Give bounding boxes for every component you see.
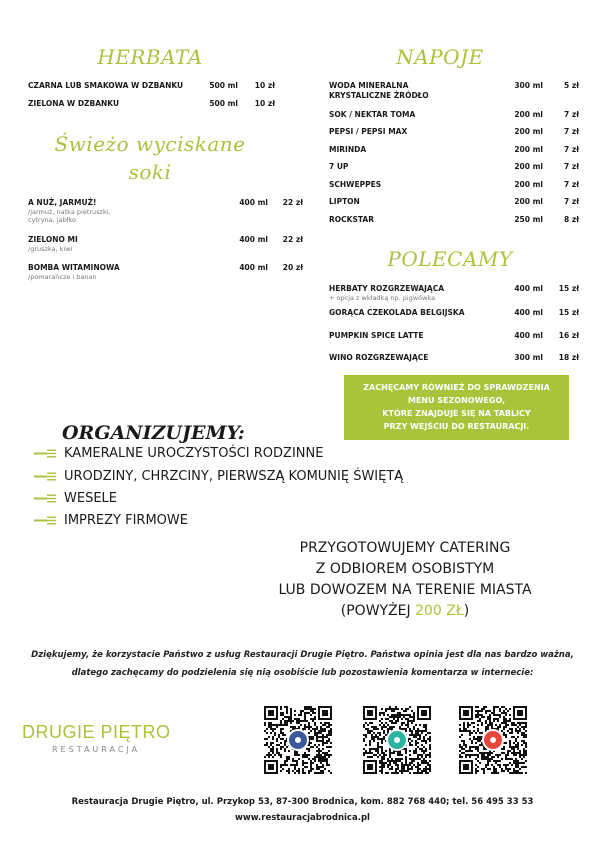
soki-title xyxy=(50,130,250,186)
item-name: WODA MINERALNA xyxy=(329,81,409,90)
event-label: KAMERALNE UROCZYSTOŚCI RODZINNE xyxy=(64,446,324,461)
catering-line xyxy=(240,601,570,622)
item-name: MIRINDA xyxy=(329,145,367,154)
item-name: A NUŻ, JARMUŻ! xyxy=(28,198,97,207)
item-price: 7 zł xyxy=(564,180,579,189)
event-label: URODZINY, CHRZCINY, PIERWSZĄ KOMUNIĘ ŚWIĘTĄ xyxy=(64,469,404,484)
fork-icon xyxy=(34,449,56,458)
tripadvisor-icon-glyph xyxy=(394,737,400,743)
item-price: 7 zł xyxy=(564,127,579,136)
catering-amount: 200 ZŁ xyxy=(415,603,464,619)
item-name: LIPTON xyxy=(329,197,360,206)
event-item xyxy=(34,469,403,484)
soki-title-line1: Świeżo wyciskane xyxy=(54,132,246,156)
catering-suffix: ) xyxy=(463,603,470,619)
item-name-block xyxy=(329,81,429,101)
fork-icon xyxy=(34,472,56,481)
footer-address: Restauracja Drugie Piętro, ul. Przykop 53, 87-300 Brodnica, kom. 882 768 440; tel. 56 495 33 53 xyxy=(71,797,534,807)
item-price: 7 zł xyxy=(564,145,579,154)
catering-line: LUB DOWOZEM NA TERENIE MIASTA xyxy=(278,582,532,598)
item-desc: /jarmuż, natka pietruszki, xyxy=(28,208,111,216)
seasonal-menu-notice xyxy=(344,375,569,440)
thanks-line: Dziękujemy, że korzystacie Państwo z usług Restauracji Drugie Piętro. Państwa opinia jest dla nas bardzo ważna, xyxy=(31,650,574,660)
item-price: 10 zł xyxy=(254,99,275,108)
item-volume: 500 ml xyxy=(209,99,238,108)
item-volume: 200 ml xyxy=(514,162,543,171)
item-price: 16 zł xyxy=(558,331,579,340)
item-volume: 400 ml xyxy=(239,235,268,244)
item-name-block xyxy=(28,198,111,224)
item-name-block xyxy=(329,284,444,302)
item-volume: 200 ml xyxy=(514,197,543,206)
item-name: PUMPKIN SPICE LATTE xyxy=(329,331,424,340)
item-price: 7 zł xyxy=(564,197,579,206)
event-item xyxy=(34,513,188,528)
map-pin-icon-glyph xyxy=(490,737,496,743)
item-price: 15 zł xyxy=(558,308,579,317)
catering-prefix: (POWYŻEJ xyxy=(340,603,416,619)
item-name: SCHWEPPES xyxy=(329,180,382,189)
qr-code-tripadvisor[interactable] xyxy=(363,706,431,774)
catering-info xyxy=(240,538,570,622)
item-price: 22 zł xyxy=(282,198,303,207)
item-volume: 400 ml xyxy=(514,331,543,340)
item-price: 15 zł xyxy=(558,284,579,293)
restaurant-logo xyxy=(22,722,172,754)
item-volume: 400 ml xyxy=(514,308,543,317)
thanks-message xyxy=(10,646,595,682)
notice-line: KTÓRE ZNAJDUJE SIĘ NA TABLICY xyxy=(382,409,531,418)
item-name: WINO ROZGRZEWAJĄCE xyxy=(329,353,429,362)
item-name: HERBATY ROZGRZEWAJĄCA xyxy=(329,284,444,293)
item-volume: 200 ml xyxy=(514,110,543,119)
item-name: ZIELONO MI xyxy=(28,235,78,244)
item-name: CZARNA LUB SMAKOWA W DZBANKU xyxy=(28,81,184,90)
item-price: 8 zł xyxy=(564,215,579,224)
soki-title-line2: soki xyxy=(128,160,172,184)
item-price: 7 zł xyxy=(564,162,579,171)
catering-line: PRZYGOTOWUJEMY CATERING xyxy=(299,540,511,556)
napoje-title: NAPOJE xyxy=(396,45,484,69)
item-price: 20 zł xyxy=(282,263,303,272)
herbata-title: HERBATA xyxy=(97,45,203,69)
item-volume: 400 ml xyxy=(514,284,543,293)
qr-code-map[interactable] xyxy=(459,706,527,774)
qr-code-facebook[interactable] xyxy=(264,706,332,774)
item-volume: 400 ml xyxy=(239,198,268,207)
item-price: 22 zł xyxy=(282,235,303,244)
organizujemy-title: ORGANIZUJEMY: xyxy=(62,422,245,444)
item-desc: /pomarańcze i banan xyxy=(28,273,97,281)
item-volume: 300 ml xyxy=(514,81,543,90)
item-volume: 200 ml xyxy=(514,180,543,189)
facebook-icon-glyph xyxy=(295,737,301,743)
item-name-block xyxy=(28,263,120,281)
item-name: SOK / NEKTAR TOMA xyxy=(329,110,416,119)
fork-icon xyxy=(34,516,56,525)
item-name: GORĄCA CZEKOLADA BELGIJSKA xyxy=(329,308,465,317)
item-volume: 500 ml xyxy=(209,81,238,90)
fork-icon xyxy=(34,494,56,503)
item-desc: /gruszka, kiwi xyxy=(28,245,73,253)
item-name: ZIELONA W DZBANKU xyxy=(28,99,120,108)
item-volume: 200 ml xyxy=(514,145,543,154)
item-volume: 200 ml xyxy=(514,127,543,136)
catering-line: Z ODBIOREM OSOBISTYM xyxy=(315,561,495,577)
item-name: BOMBA WITAMINOWA xyxy=(28,263,120,272)
item-desc: cytryna, jabłko xyxy=(28,216,76,224)
item-price: 5 zł xyxy=(564,81,579,90)
logo-sub: RESTAURACJA xyxy=(52,745,141,754)
notice-line: ZACHĘCAMY RÓWNIEŻ DO SPRAWDZENIA xyxy=(363,383,550,392)
item-volume: 400 ml xyxy=(239,263,268,272)
item-desc: + opcja z wkładką np. pigwówka xyxy=(329,294,436,302)
item-name: ROCKSTAR xyxy=(329,215,374,224)
item-price: 7 zł xyxy=(564,110,579,119)
event-item xyxy=(34,491,117,506)
item-volume: 250 ml xyxy=(514,215,543,224)
event-label: WESELE xyxy=(64,491,117,506)
item-price: 10 zł xyxy=(254,81,275,90)
event-item xyxy=(34,446,323,461)
item-price: 18 zł xyxy=(558,353,579,362)
footer xyxy=(0,794,605,826)
item-name: 7 UP xyxy=(329,162,349,171)
thanks-line: dlatego zachęcamy do podzielenia się nią osobiście lub pozostawienia komentarza w internecie: xyxy=(71,668,534,678)
polecamy-title: POLECAMY xyxy=(387,247,513,271)
logo-name: DRUGIE PIĘTRO xyxy=(22,722,171,742)
notice-line: MENU SEZONOWEGO, xyxy=(407,396,506,405)
item-name: PEPSI / PEPSI MAX xyxy=(329,127,408,136)
item-name-block xyxy=(28,235,78,253)
event-label: IMPREZY FIRMOWE xyxy=(64,513,188,528)
item-name-line2: KRYSTALICZNE ŹRÓDŁO xyxy=(329,91,429,100)
item-volume: 300 ml xyxy=(514,353,543,362)
footer-website[interactable]: www.restauracjabrodnica.pl xyxy=(235,813,370,823)
notice-line: PRZY WEJŚCIU DO RESTAURACJI. xyxy=(383,422,530,431)
